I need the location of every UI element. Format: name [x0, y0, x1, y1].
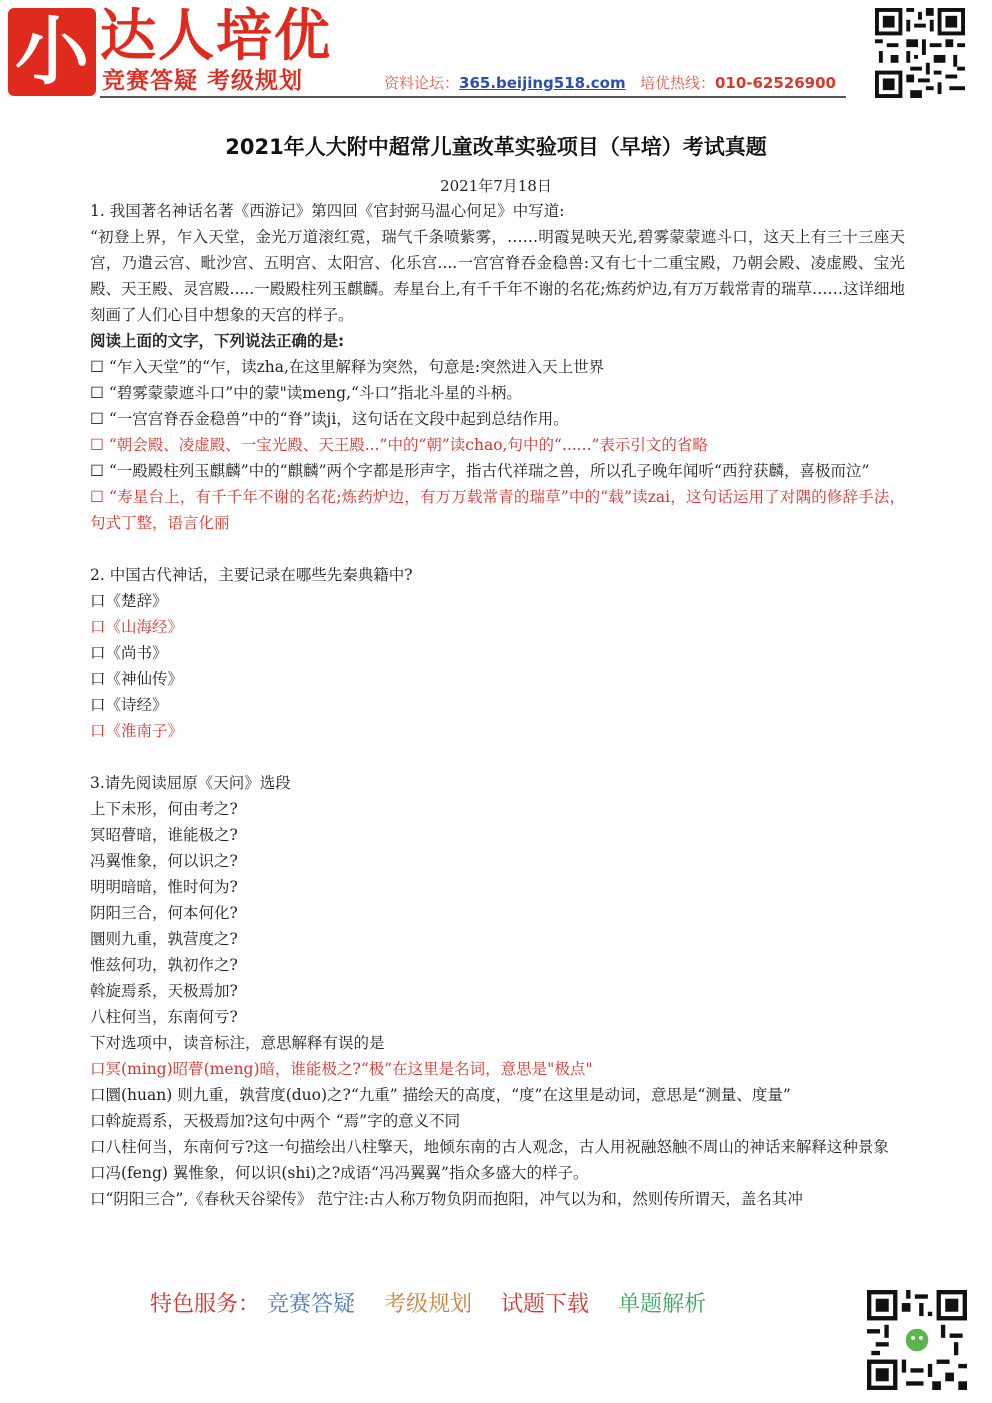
footer-service-3[interactable]: 试题下载	[501, 1292, 590, 1317]
hotline-label: 培优热线：	[639, 74, 715, 92]
q1-option-1[interactable]: ☐ “乍入天堂”的“乍，读zha,在这里解释为突然，句意是:突然进入天上世界	[90, 358, 605, 376]
page-title: 2021年人大附中超常儿童改革实验项目（早培）考试真题	[225, 135, 767, 159]
q1-option-2[interactable]: ☐ “碧雾蒙蒙遮斗口”中的蒙"读meng,“斗口”指北斗星的斗柄。	[90, 384, 522, 402]
q2-option-5[interactable]: 口《诗经》	[90, 696, 168, 714]
q1-stem: 1. 我国著名神话名著《西游记》第四回《官封弼马温心何足》中写道:	[90, 202, 565, 220]
brand-name: 达人培优	[100, 4, 332, 69]
footer-label: 特色服务：	[150, 1292, 261, 1317]
hotline-number: 010-62526900	[714, 74, 836, 92]
q1-option-5[interactable]: ☐ “一殿殿柱列玉麒麟”中的“麒麟”两个字都是形声字，指古代祥瑞之兽，所以孔子晚年闻听“西狩获麟，喜极而泣”	[90, 462, 870, 480]
header-divider	[100, 96, 846, 98]
q3-line-7: 惟兹何功，孰初作之?	[90, 956, 238, 974]
exam-date: 2021年7月18日	[440, 177, 552, 195]
q2-option-1[interactable]: 口《楚辞》	[90, 592, 168, 610]
q3-option-6[interactable]: 口“阴阳三合”,《春秋天谷梁传》 范宁注:古人称万物负阴而抱阳，冲气以为和，然则传所谓天，盖名其冲	[90, 1190, 803, 1208]
q2-option-3[interactable]: 口《尚书》	[90, 644, 168, 662]
q3-line-2: 冥昭瞢暗，谁能极之?	[90, 826, 238, 844]
q3-line-8: 斡旋焉系，天极焉加?	[90, 982, 238, 1000]
q3-line-4: 明明暗暗，惟时何为?	[90, 878, 238, 896]
q1-prompt: 阅读上面的文字，下列说法正确的是:	[90, 332, 345, 350]
q3-line-6: 圜则九重，孰营度之?	[90, 930, 238, 948]
spacer	[90, 536, 905, 562]
logo-badge	[8, 8, 96, 96]
q3-line-1: 上下未形，何由考之?	[90, 800, 238, 818]
footer-service-1[interactable]: 竞赛答疑	[267, 1292, 356, 1317]
brand-slogan: 竞赛答疑 考级规划	[102, 68, 304, 94]
footer-service-2[interactable]: 考级规划	[384, 1292, 473, 1317]
qr-code-icon	[874, 8, 966, 98]
q3-option-5[interactable]: 口冯(feng) 翼惟象，何以识(shi)之?成语“冯冯翼翼”指众多盛大的样子。	[90, 1164, 589, 1182]
q2-option-6-answer[interactable]: 口《淮南子》	[90, 722, 184, 740]
footer-services	[150, 1288, 728, 1322]
q3-line-9: 八柱何当，东南何亏?	[90, 1008, 238, 1026]
q2-option-2-answer[interactable]: 口《山海经》	[90, 618, 184, 636]
q2-stem: 2. 中国古代神话，主要记录在哪些先秦典籍中?	[90, 566, 413, 584]
logo-char: 小	[15, 9, 89, 95]
q3-option-2[interactable]: 口圜(huan) 则九重，孰营度(duo)之?“九重” 描绘天的高度，“度”在这里是动词，意思是“测量、度量”	[90, 1086, 791, 1104]
q3-stem: 3.请先阅读屈原《天问》选段	[90, 774, 291, 792]
q3-option-1-answer[interactable]: 口冥(ming)昭瞢(meng)暗，谁能极之?“极”在这里是名词，意思是"极点"	[90, 1060, 593, 1078]
document-body	[90, 198, 905, 1212]
q1-option-3[interactable]: ☐ “一宫宫脊吞金稳兽”中的“脊”读ji，这句话在文段中起到总结作用。	[90, 410, 569, 428]
spacer	[90, 744, 905, 770]
q3-option-3[interactable]: 口斡旋焉系，天极焉加?这句中两个 “焉”字的意义不同	[90, 1112, 461, 1130]
q3-line-3: 冯翼惟象，何以识之?	[90, 852, 238, 870]
q3-prompt: 下对选项中，读音标注，意思解释有误的是	[90, 1034, 385, 1052]
q2-option-4[interactable]: 口《神仙传》	[90, 670, 184, 688]
q3-option-4[interactable]: 口八柱何当，东南何亏?这一句描绘出八柱擎天，地倾东南的古人观念，古人用祝融怒触不周山的神话来解释这种景象	[90, 1138, 889, 1156]
forum-label: 资料论坛：	[384, 74, 460, 92]
q1-passage: “初登上界，乍入天堂，金光万道滚红霓，瑞气千条喷紫雾，……明霞晃映天光,碧雾蒙蒙遮斗口，这天上有三十三座天宫，乃遣云宫、毗沙宫、五明宫、太阳宫、化乐宫....一宫宫脊吞金稳兽:又有七十二重宝殿，乃朝会殿、凌虚殿、宝光殿、天王殿、灵宫殿.....一殿殿柱列玉麒麟。寿星台上,有千千年不谢的名花;炼药炉边,有万万载常青的瑞草……这详细地刻画了人们心目中想象的天宫的样子。	[90, 228, 905, 324]
contact-line	[384, 72, 836, 94]
forum-link[interactable]: 365.beijing518.com	[459, 74, 626, 92]
q1-option-4-answer[interactable]: ☐ “朝会殿、凌虚殿、一宝光殿、天王殿...”中的“朝”读chao,句中的“......”表示引文的省略	[90, 436, 708, 454]
wechat-qr-code-icon	[866, 1290, 968, 1390]
q1-option-6-answer[interactable]: ☐ “寿星台上，有千千年不谢的名花;炼药炉边，有万万载常青的瑞草”中的“载”读zai，这句话运用了对隅的修辞手法，句式丁整，语言化丽	[90, 488, 905, 532]
q3-line-5: 阴阳三合，何本何化?	[90, 904, 238, 922]
footer-service-4[interactable]: 单题解析	[618, 1292, 707, 1317]
